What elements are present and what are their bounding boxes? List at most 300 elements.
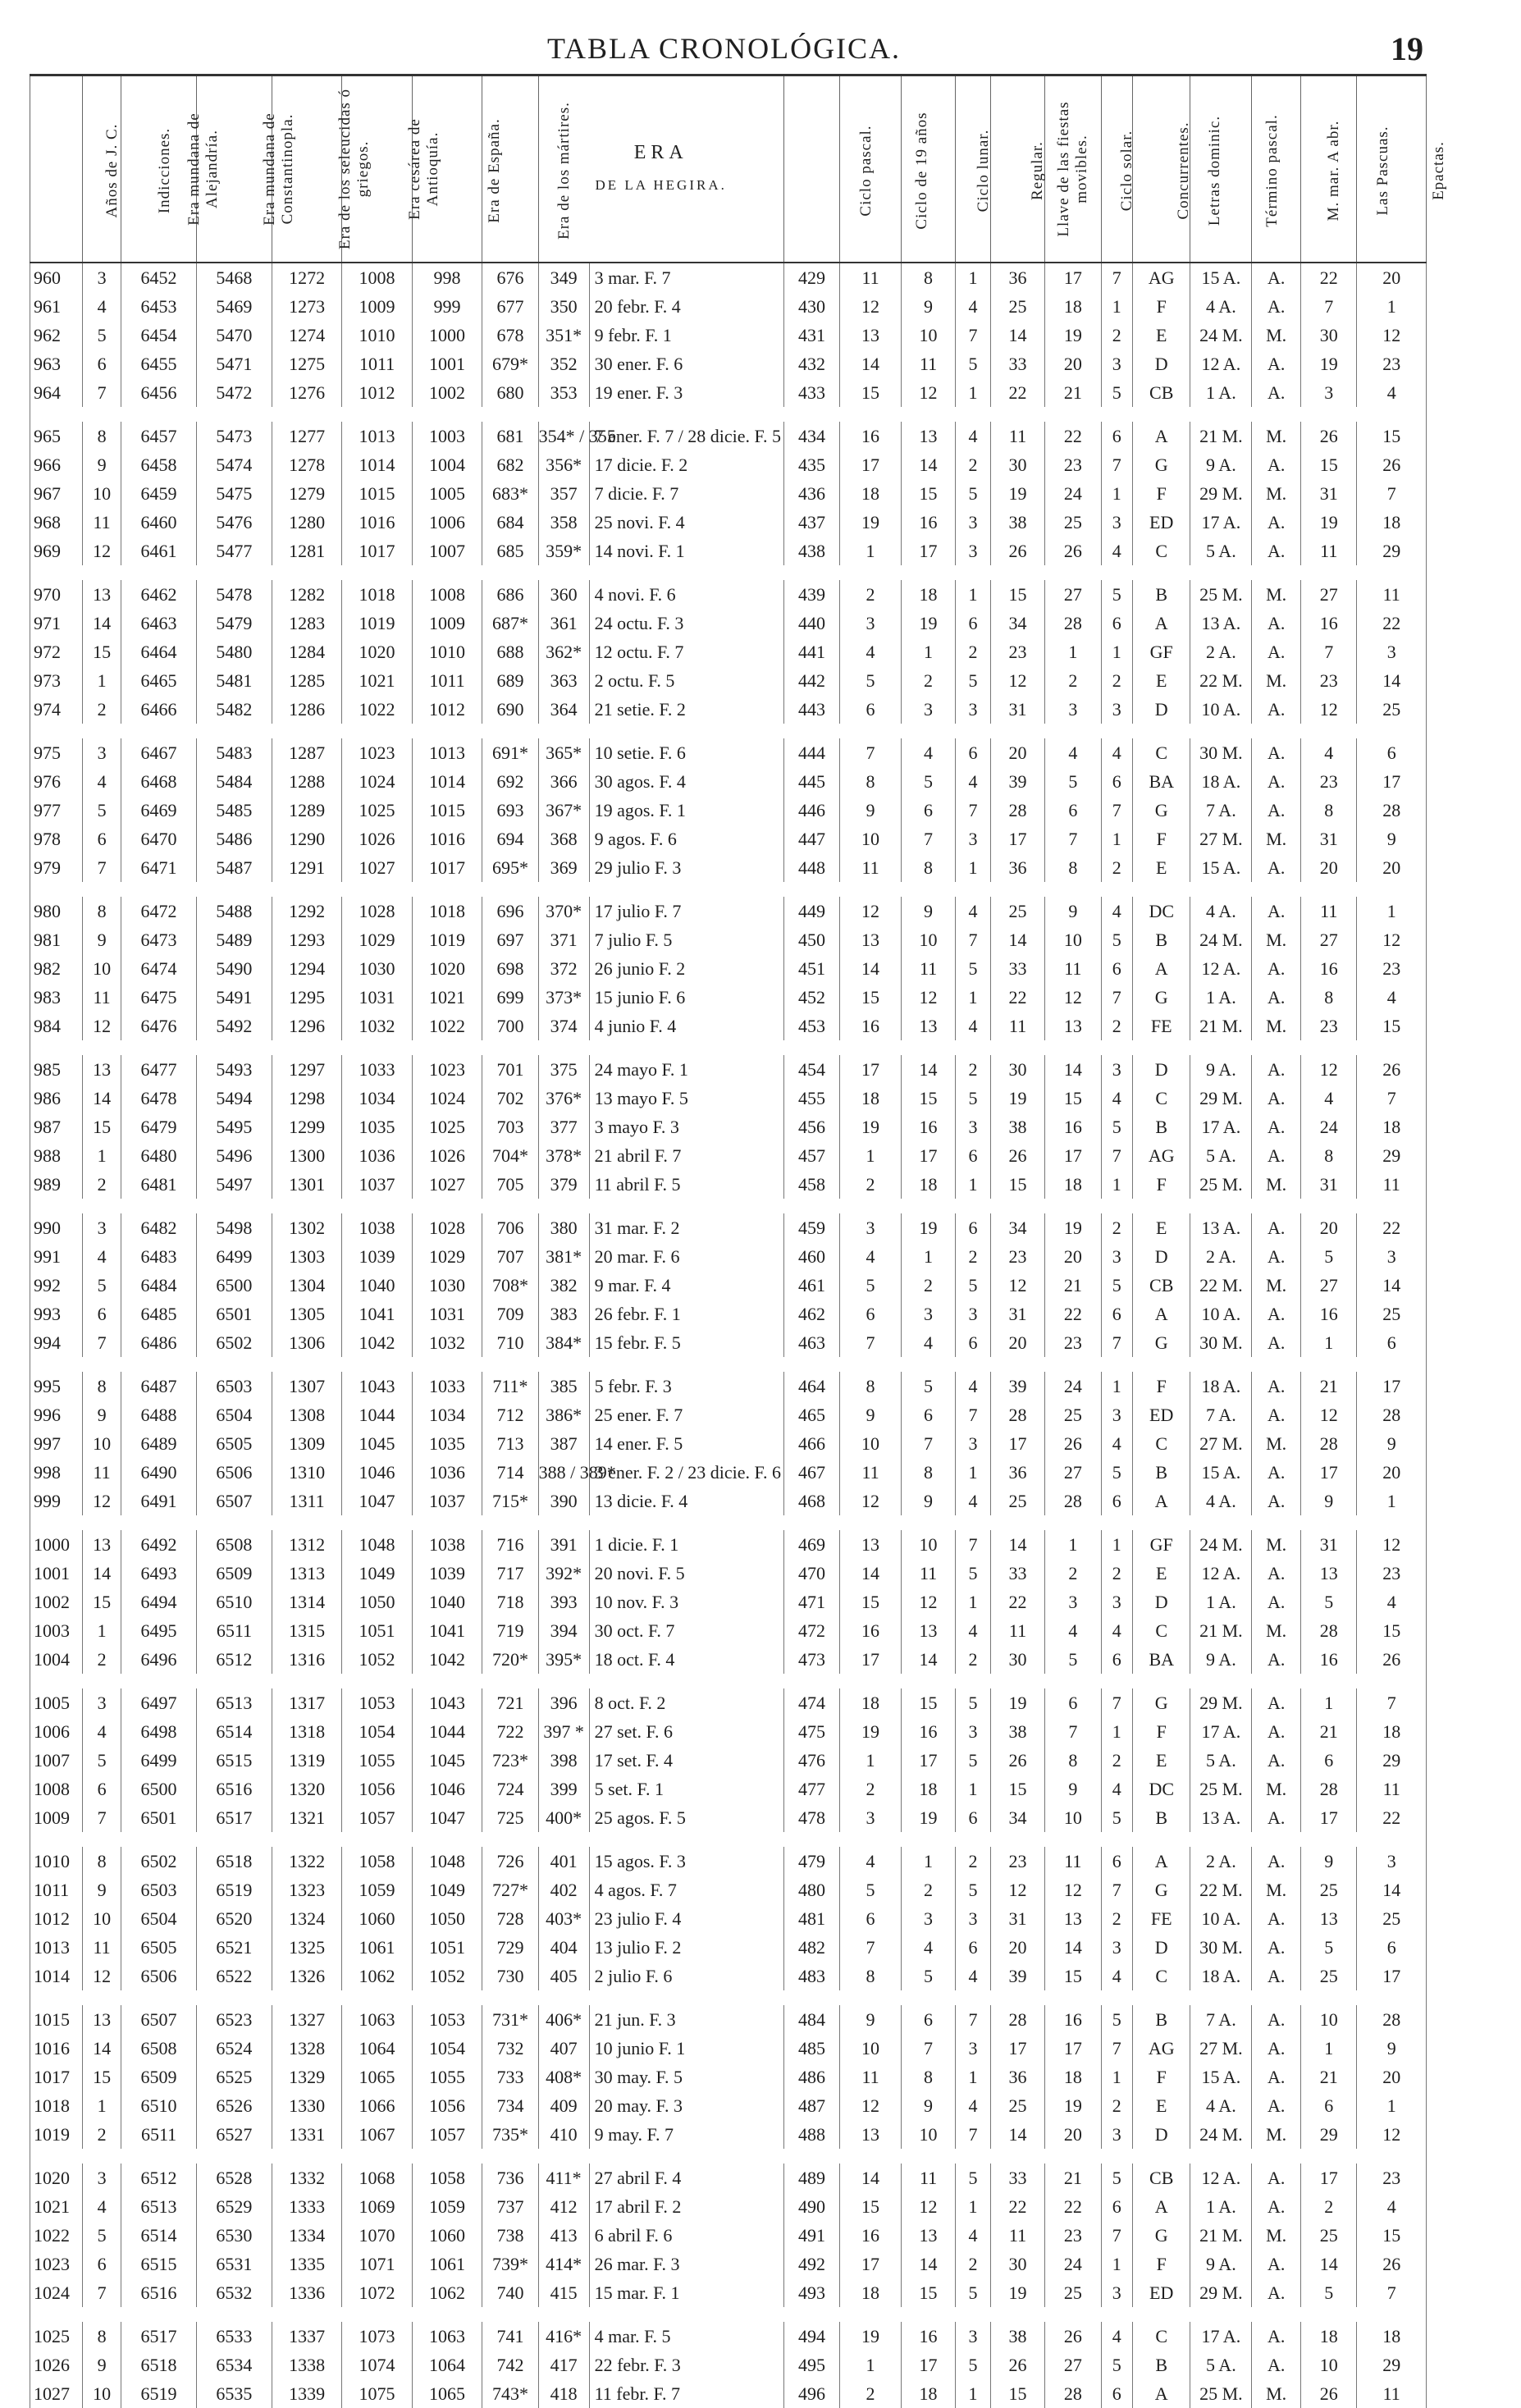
table-row xyxy=(30,1429,1427,1458)
table-cell: 12 xyxy=(1301,1400,1357,1429)
table-cell: 721 xyxy=(482,1688,538,1717)
table-cell: A. xyxy=(1252,1962,1301,1990)
table-cell: 1009 xyxy=(412,609,482,637)
table-cell: 29 xyxy=(1357,2351,1427,2379)
table-cell: 26 xyxy=(1301,2379,1357,2408)
table-cell: 1011 xyxy=(342,350,412,378)
table-cell: 4 xyxy=(956,897,991,925)
table-cell: 15 xyxy=(1301,450,1357,479)
table-cell: 1045 xyxy=(412,1746,482,1775)
table-cell: 10 xyxy=(83,1904,121,1933)
table-cell: 6 xyxy=(840,1904,902,1933)
table-cell: 18 xyxy=(901,2379,955,2408)
table-row xyxy=(30,637,1427,666)
table-cell: 15 xyxy=(840,1588,902,1616)
table-cell: 22 xyxy=(1045,1300,1101,1328)
table-cell: 6524 xyxy=(196,2034,272,2063)
table-cell: 25 xyxy=(1045,508,1101,537)
table-cell: 1275 xyxy=(272,350,341,378)
table-cell: 15 xyxy=(83,637,121,666)
table-row xyxy=(30,292,1427,321)
table-cell: 980 xyxy=(30,897,83,925)
table-cell: 5 xyxy=(840,1876,902,1904)
table-cell: 16 xyxy=(840,422,902,450)
table-cell: 24 M. xyxy=(1190,925,1252,954)
table-cell: 1060 xyxy=(412,2221,482,2250)
table-cell: 1021 xyxy=(30,2192,83,2221)
table-cell: 1044 xyxy=(412,1717,482,1746)
table-row xyxy=(30,2091,1427,2120)
table-cell: M. xyxy=(1252,1775,1301,1803)
table-cell: 363 xyxy=(538,666,589,695)
table-cell: 4 xyxy=(1101,1962,1132,1990)
table-cell: 5470 xyxy=(196,321,272,350)
table-cell: 12 xyxy=(83,1012,121,1040)
table-cell: 1 xyxy=(956,2192,991,2221)
table-cell: 26 xyxy=(1357,1645,1427,1674)
table-cell: 12 xyxy=(1045,983,1101,1012)
table-cell: 1039 xyxy=(342,1242,412,1271)
table-cell: 24 M. xyxy=(1190,321,1252,350)
table-cell: 12 xyxy=(840,897,902,925)
table-cell: 6 xyxy=(83,2250,121,2278)
table-cell: M. xyxy=(1252,2221,1301,2250)
table-row xyxy=(30,1876,1427,1904)
table-cell: 22 xyxy=(990,1588,1044,1616)
table-cell: 4 xyxy=(1101,897,1132,925)
table-cell: 5 xyxy=(1101,1271,1132,1300)
table-cell: 17 xyxy=(1301,2164,1357,2192)
table-cell: 20 xyxy=(1045,2120,1101,2149)
table-cell: 6489 xyxy=(121,1429,197,1458)
table-cell: 16 xyxy=(1045,2005,1101,2034)
table-cell: 6506 xyxy=(196,1458,272,1487)
table-cell: 20 xyxy=(1301,1213,1357,1242)
table-cell: 1020 xyxy=(30,2164,83,2192)
table-cell: 1 xyxy=(83,1141,121,1170)
table-row xyxy=(30,2192,1427,2221)
table-cell: 6458 xyxy=(121,450,197,479)
table-cell: 27 xyxy=(1045,2351,1101,2379)
table-cell: 1010 xyxy=(342,321,412,350)
table-cell: 477 xyxy=(783,1775,839,1803)
table-cell: A. xyxy=(1252,1242,1301,1271)
table-cell: 14 novi. F. 1 xyxy=(589,537,783,565)
table-cell: A xyxy=(1132,1300,1190,1328)
table-cell: A. xyxy=(1252,738,1301,767)
table-cell: A. xyxy=(1252,1717,1301,1746)
table-cell: 6491 xyxy=(121,1487,197,1515)
table-cell: 11 xyxy=(1045,954,1101,983)
table-cell: BA xyxy=(1132,767,1190,796)
table-cell: 723* xyxy=(482,1746,538,1775)
table-cell: 11 xyxy=(990,422,1044,450)
table-cell: A. xyxy=(1252,695,1301,724)
table-cell: 4 xyxy=(83,292,121,321)
table-cell: 440 xyxy=(783,609,839,637)
table-cell: 1000 xyxy=(412,321,482,350)
table-cell: 31 xyxy=(990,1300,1044,1328)
table-cell: A xyxy=(1132,1487,1190,1515)
table-cell: 1 xyxy=(956,263,991,292)
table-cell: 26 xyxy=(1357,450,1427,479)
table-cell: 6509 xyxy=(121,2063,197,2091)
table-cell: 36 xyxy=(990,2063,1044,2091)
table-cell: 5 xyxy=(1301,2278,1357,2307)
table-cell: 5488 xyxy=(196,897,272,925)
table-cell: 979 xyxy=(30,853,83,882)
table-row xyxy=(30,479,1427,508)
table-cell: 17 xyxy=(990,825,1044,853)
table-cell: 12 xyxy=(1357,925,1427,954)
table-row xyxy=(30,537,1427,565)
table-cell: 1034 xyxy=(412,1400,482,1429)
table-cell: 2 xyxy=(83,1170,121,1199)
table-cell: 687* xyxy=(482,609,538,637)
table-cell: 456 xyxy=(783,1113,839,1141)
table-cell: 13 A. xyxy=(1190,1803,1252,1832)
table-cell: 1294 xyxy=(272,954,341,983)
table-cell: 5481 xyxy=(196,666,272,695)
table-cell: 1311 xyxy=(272,1487,341,1515)
table-cell: 1039 xyxy=(412,1559,482,1588)
table-cell: 6504 xyxy=(121,1904,197,1933)
table-cell: 698 xyxy=(482,954,538,983)
table-cell: 5 A. xyxy=(1190,1746,1252,1775)
table-cell: 3 xyxy=(956,508,991,537)
table-cell: 2 xyxy=(83,695,121,724)
table-cell: 1274 xyxy=(272,321,341,350)
table-cell: 9 A. xyxy=(1190,450,1252,479)
table-cell: 6535 xyxy=(196,2379,272,2408)
table-cell: 6512 xyxy=(121,2164,197,2192)
table-cell: 438 xyxy=(783,537,839,565)
table-cell: 17 xyxy=(840,2250,902,2278)
table-cell: 6 xyxy=(956,1328,991,1357)
table-cell: 450 xyxy=(783,925,839,954)
table-cell: G xyxy=(1132,1876,1190,1904)
table-cell: 14 xyxy=(83,2034,121,2063)
table-cell: 23 xyxy=(1045,450,1101,479)
table-cell: 4 xyxy=(1357,1588,1427,1616)
table-cell: 457 xyxy=(783,1141,839,1170)
table-cell: DC xyxy=(1132,1775,1190,1803)
table-cell: 1318 xyxy=(272,1717,341,1746)
table-cell: 381* xyxy=(538,1242,589,1271)
table-cell: 6480 xyxy=(121,1141,197,1170)
table-row xyxy=(30,1372,1427,1400)
table-cell: 966 xyxy=(30,450,83,479)
table-cell: 376* xyxy=(538,1084,589,1113)
table-cell: 3 xyxy=(840,1213,902,1242)
table-cell: 388 / 389* xyxy=(538,1458,589,1487)
table-cell: 1291 xyxy=(272,853,341,882)
table-cell: 6 xyxy=(83,825,121,853)
table-cell: 10 xyxy=(83,1429,121,1458)
table-cell: 19 xyxy=(901,609,955,637)
table-cell: M. xyxy=(1252,1170,1301,1199)
table-cell: 4 xyxy=(1301,738,1357,767)
table-cell: 7 xyxy=(1301,292,1357,321)
table-cell: 392* xyxy=(538,1559,589,1588)
table-cell: 2 xyxy=(83,1645,121,1674)
table-cell: 21 xyxy=(1045,378,1101,407)
table-cell: 11 xyxy=(990,1012,1044,1040)
table-cell: 994 xyxy=(30,1328,83,1357)
table-cell: 6 xyxy=(956,1933,991,1962)
table-cell: A. xyxy=(1252,2322,1301,2351)
table-cell: 1014 xyxy=(30,1962,83,1990)
table-cell: 1002 xyxy=(30,1588,83,1616)
table-cell: 1009 xyxy=(30,1803,83,1832)
table-cell: 967 xyxy=(30,479,83,508)
table-row xyxy=(30,1141,1427,1170)
table-cell: 383 xyxy=(538,1300,589,1328)
table-cell: 1 xyxy=(840,1141,902,1170)
table-cell: 12 xyxy=(840,1487,902,1515)
header-easter: Las Pascuas. xyxy=(1301,75,1357,263)
table-cell: 7 xyxy=(1101,2221,1132,2250)
table-row xyxy=(30,1688,1427,1717)
table-cell: 6495 xyxy=(121,1616,197,1645)
table-cell: 17 xyxy=(1045,263,1101,292)
table-cell: 1 A. xyxy=(1190,983,1252,1012)
table-cell: 20 xyxy=(990,1933,1044,1962)
table-cell: 26 xyxy=(1357,1055,1427,1084)
table-cell: 398 xyxy=(538,1746,589,1775)
table-cell: 705 xyxy=(482,1170,538,1199)
table-cell: 17 xyxy=(1045,2034,1101,2063)
table-cell: 6460 xyxy=(121,508,197,537)
table-cell: 30 may. F. 5 xyxy=(589,2063,783,2091)
table-cell: 21 jun. F. 3 xyxy=(589,2005,783,2034)
table-cell: 5 febr. F. 3 xyxy=(589,1372,783,1400)
table-cell: 1018 xyxy=(30,2091,83,2120)
table-cell: 5 xyxy=(901,767,955,796)
table-cell: 5492 xyxy=(196,1012,272,1040)
table-cell: 38 xyxy=(990,1717,1044,1746)
table-cell: A xyxy=(1132,954,1190,983)
table-cell: 14 xyxy=(1045,1933,1101,1962)
table-cell: 17 set. F. 4 xyxy=(589,1746,783,1775)
table-cell: M. xyxy=(1252,825,1301,853)
table-cell: 3 xyxy=(956,1904,991,1933)
table-cell: 15 xyxy=(1045,1962,1101,1990)
table-cell: 3 mar. F. 7 xyxy=(589,263,783,292)
table-cell: 1035 xyxy=(342,1113,412,1141)
table-cell: 1067 xyxy=(342,2120,412,2149)
table-cell: A. xyxy=(1252,1645,1301,1674)
table-cell: 4 mar. F. 5 xyxy=(589,2322,783,2351)
table-row xyxy=(30,1328,1427,1357)
table-cell: 5480 xyxy=(196,637,272,666)
table-cell: 963 xyxy=(30,350,83,378)
table-cell: 1045 xyxy=(342,1429,412,1458)
table-cell: 16 xyxy=(1301,1645,1357,1674)
table-cell: ED xyxy=(1132,2278,1190,2307)
table-cell: M. xyxy=(1252,925,1301,954)
table-cell: 5 xyxy=(956,1084,991,1113)
table-cell: 9 A. xyxy=(1190,1055,1252,1084)
table-cell: 19 xyxy=(990,2278,1044,2307)
table-cell: 1036 xyxy=(342,1141,412,1170)
table-cell: 34 xyxy=(990,609,1044,637)
table-cell: 22 M. xyxy=(1190,1876,1252,1904)
table-cell: 14 xyxy=(83,1559,121,1588)
table-cell: 1302 xyxy=(272,1213,341,1242)
table-cell: 6 xyxy=(956,1803,991,1832)
table-cell: 1050 xyxy=(342,1588,412,1616)
table-cell: 1003 xyxy=(412,422,482,450)
table-cell: 1008 xyxy=(342,263,412,292)
table-cell: 1049 xyxy=(412,1876,482,1904)
table-cell: 386* xyxy=(538,1400,589,1429)
table-cell: 1 dicie. F. 1 xyxy=(589,1530,783,1559)
table-cell: 1 xyxy=(840,537,902,565)
table-cell: 1043 xyxy=(342,1372,412,1400)
table-cell: D xyxy=(1132,1933,1190,1962)
table-cell: 13 xyxy=(83,1055,121,1084)
group-spacer xyxy=(30,724,1427,738)
table-cell: 4 xyxy=(1101,1084,1132,1113)
table-cell: 380 xyxy=(538,1213,589,1242)
table-cell: 10 A. xyxy=(1190,695,1252,724)
table-cell: 7 xyxy=(840,1933,902,1962)
table-cell: 6 xyxy=(1357,1328,1427,1357)
table-cell: 5475 xyxy=(196,479,272,508)
table-cell: E xyxy=(1132,2091,1190,2120)
page-number: 19 xyxy=(1391,30,1423,67)
table-cell: 1278 xyxy=(272,450,341,479)
table-cell: 9 A. xyxy=(1190,2250,1252,2278)
table-cell: 1329 xyxy=(272,2063,341,2091)
table-cell: 6 xyxy=(83,1775,121,1803)
table-cell: 7 xyxy=(1301,637,1357,666)
table-cell: 678 xyxy=(482,321,538,350)
table-cell: 25 xyxy=(990,1487,1044,1515)
table-cell: 717 xyxy=(482,1559,538,1588)
table-cell: 1 xyxy=(1357,2091,1427,2120)
table-cell: 384* xyxy=(538,1328,589,1357)
table-cell: 14 xyxy=(990,2120,1044,2149)
table-cell: 10 xyxy=(1301,2351,1357,2379)
table-cell: 9 xyxy=(901,1487,955,1515)
table-cell: 4 xyxy=(840,1847,902,1876)
table-cell: 5 xyxy=(956,2278,991,2307)
table-cell: 21 setie. F. 2 xyxy=(589,695,783,724)
table-cell: 12 xyxy=(840,292,902,321)
table-cell: 6466 xyxy=(121,695,197,724)
table-cell: 3 xyxy=(1101,1588,1132,1616)
table-cell: 11 xyxy=(901,954,955,983)
table-cell: 1018 xyxy=(412,897,482,925)
table-cell: 1 A. xyxy=(1190,1588,1252,1616)
table-cell: 12 A. xyxy=(1190,2164,1252,2192)
table-cell: 1 A. xyxy=(1190,2192,1252,2221)
table-cell: 6525 xyxy=(196,2063,272,2091)
table-cell: 15 junio F. 6 xyxy=(589,983,783,1012)
table-cell: 4 xyxy=(1301,1084,1357,1113)
table-cell: 1 xyxy=(956,2063,991,2091)
table-cell: 7 xyxy=(956,796,991,825)
table-cell: 2 julio F. 6 xyxy=(589,1962,783,1990)
table-cell: D xyxy=(1132,1588,1190,1616)
table-cell: 6503 xyxy=(121,1876,197,1904)
table-cell: 18 xyxy=(1357,2322,1427,2351)
table-cell: 23 xyxy=(1045,1328,1101,1357)
table-cell: 365* xyxy=(538,738,589,767)
table-cell: 1055 xyxy=(342,1746,412,1775)
table-cell: 3 xyxy=(1101,508,1132,537)
table-row xyxy=(30,2278,1427,2307)
table-cell: 6473 xyxy=(121,925,197,954)
table-cell: 6487 xyxy=(121,1372,197,1400)
table-cell: 22 xyxy=(1357,1213,1427,1242)
table-cell: 11 xyxy=(990,2221,1044,2250)
table-cell: 18 xyxy=(901,1775,955,1803)
table-cell: 1066 xyxy=(342,2091,412,2120)
header-19-year-cycle: Ciclo de 19 años xyxy=(840,75,902,263)
table-cell: 6497 xyxy=(121,1688,197,1717)
table-cell: ED xyxy=(1132,508,1190,537)
table-cell: 10 xyxy=(901,2120,955,2149)
table-cell: 6482 xyxy=(121,1213,197,1242)
table-row xyxy=(30,2005,1427,2034)
table-cell: 14 xyxy=(83,1084,121,1113)
table-cell: 5495 xyxy=(196,1113,272,1141)
header-era-seleucid: Era de los seleucidas ó griegos. xyxy=(272,75,341,263)
table-cell: 11 xyxy=(1301,537,1357,565)
table-cell: 1062 xyxy=(342,1962,412,1990)
table-cell: 1 xyxy=(1301,1688,1357,1717)
table-cell: 482 xyxy=(783,1933,839,1962)
table-cell: 13 xyxy=(1301,1904,1357,1933)
table-cell: 478 xyxy=(783,1803,839,1832)
table-cell: 25 M. xyxy=(1190,2379,1252,2408)
table-cell: 742 xyxy=(482,2351,538,2379)
table-cell: 2 xyxy=(1101,1746,1132,1775)
table-cell: 2 xyxy=(1101,1012,1132,1040)
table-cell: M. xyxy=(1252,2379,1301,2408)
table-cell: 6469 xyxy=(121,796,197,825)
table-cell: 367* xyxy=(538,796,589,825)
table-cell: 1330 xyxy=(272,2091,341,2120)
table-cell: 1310 xyxy=(272,1458,341,1487)
table-cell: 12 xyxy=(83,537,121,565)
table-cell: 6517 xyxy=(196,1803,272,1832)
table-row xyxy=(30,2034,1427,2063)
table-cell: 1063 xyxy=(342,2005,412,2034)
table-cell: 15 xyxy=(901,1688,955,1717)
header-feast-key: Llave de las fiestas movibles. xyxy=(990,75,1044,263)
table-cell: 486 xyxy=(783,2063,839,2091)
table-cell: 24 xyxy=(1301,1113,1357,1141)
table-cell: 4 xyxy=(83,767,121,796)
table-cell: 4 xyxy=(956,2221,991,2250)
table-cell: E xyxy=(1132,1746,1190,1775)
table-cell: 3 xyxy=(956,1429,991,1458)
table-cell: 443 xyxy=(783,695,839,724)
table-cell: 16 xyxy=(840,1616,902,1645)
table-cell: 4 xyxy=(956,1962,991,1990)
table-cell: BA xyxy=(1132,1645,1190,1674)
table-row xyxy=(30,1055,1427,1084)
table-row xyxy=(30,666,1427,695)
table-cell: 1005 xyxy=(30,1688,83,1717)
table-cell: E xyxy=(1132,1559,1190,1588)
table-cell: 6506 xyxy=(121,1962,197,1990)
table-cell: 15 xyxy=(840,378,902,407)
